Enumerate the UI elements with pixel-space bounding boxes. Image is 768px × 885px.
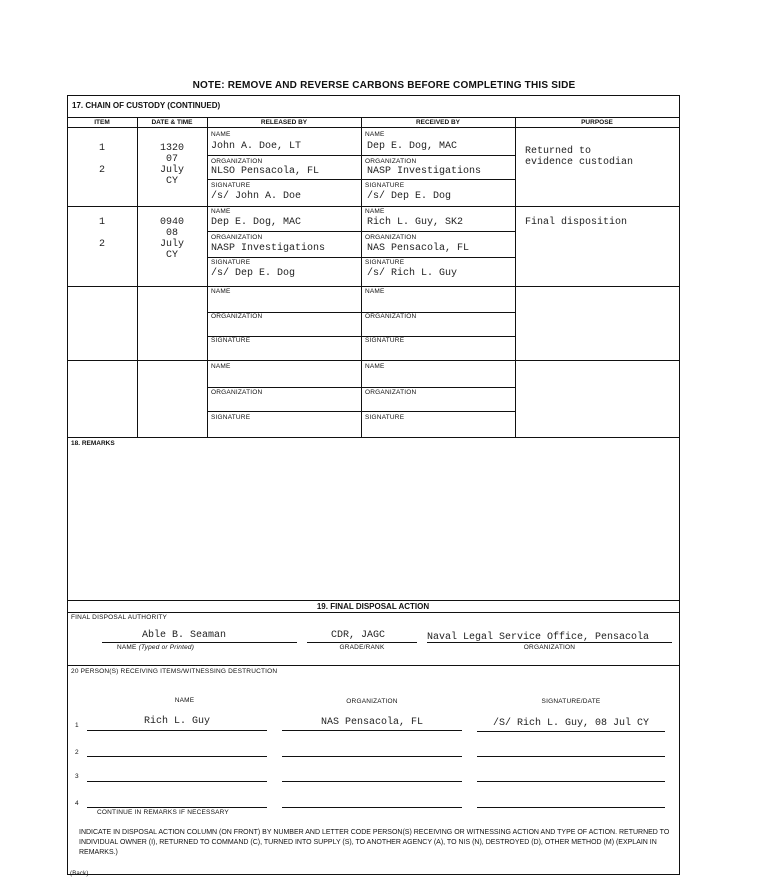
entry1-month: July — [159, 165, 184, 176]
form-number: (Back) — [70, 871, 89, 877]
released-org-label: ORGANIZATION — [211, 389, 263, 396]
row-number-2: 2 — [75, 749, 79, 756]
entry1-released-sig: /s/ John A. Doe — [211, 191, 302, 202]
entry1-time: 1320 — [159, 143, 184, 154]
entry2-day: 08 — [165, 228, 178, 239]
row1-org: NAS Pensacola, FL — [320, 717, 424, 728]
received-sig-label: SIGNATURE — [365, 337, 405, 344]
header-purpose: PURPOSE — [581, 119, 613, 126]
received-sig-label: SIGNATURE — [365, 182, 405, 189]
received-name-label: NAME — [365, 131, 385, 138]
received-sig-label: SIGNATURE — [365, 414, 405, 421]
custody-form — [67, 95, 680, 875]
col-name-header: NAME — [174, 697, 195, 704]
entry2-year: CY — [165, 250, 178, 261]
entry2-purpose: Final disposition — [525, 217, 628, 228]
received-org-label: ORGANIZATION — [365, 158, 417, 165]
released-org-label: ORGANIZATION — [211, 313, 263, 320]
entry1-released-org: NLSO Pensacola, FL — [211, 166, 320, 177]
section18-title: 18. REMARKS — [71, 440, 115, 447]
entry2-received-org: NAS Pensacola, FL — [367, 243, 470, 254]
entry2-released-sig: /s/ Dep E. Dog — [211, 268, 296, 279]
col-org-header: ORGANIZATION — [346, 698, 398, 705]
released-org-label: ORGANIZATION — [211, 234, 263, 241]
form-right-border — [679, 95, 680, 875]
row-number-3: 3 — [75, 773, 79, 780]
header-date-time: DATE & TIME — [151, 119, 193, 126]
released-sig-label: SIGNATURE — [211, 337, 251, 344]
entry2-item-1: 1 — [98, 217, 105, 228]
released-name-label: NAME — [211, 131, 231, 138]
disposal-name-value: Able B. Seaman — [142, 630, 227, 641]
header-released-by: RELEASED BY — [260, 119, 308, 126]
entry1-item-2: 2 — [98, 165, 105, 176]
entry2-item-2: 2 — [98, 239, 105, 250]
form-bottom-border — [67, 874, 679, 875]
disposal-name-label: NAME (Typed or Printed) — [117, 644, 195, 651]
row1-name: Rich L. Guy — [143, 716, 210, 727]
section19-title: 19. FINAL DISPOSAL ACTION — [316, 602, 430, 611]
entry1-received-sig: /s/ Dep E. Dog — [367, 191, 452, 202]
received-sig-label: SIGNATURE — [365, 259, 405, 266]
entry1-day: 07 — [165, 154, 178, 165]
carbon-note: NOTE: REMOVE AND REVERSE CARBONS BEFORE COMPLETING THIS SIDE — [192, 80, 576, 91]
disposal-grade-label: GRADE/RANK — [339, 644, 385, 651]
entry2-released-name: Dep E. Dog, MAC — [211, 217, 302, 228]
entry2-time: 0940 — [159, 217, 184, 228]
continue-note: CONTINUE IN REMARKS IF NECESSARY — [97, 809, 229, 816]
entry1-year: CY — [165, 176, 178, 187]
released-sig-label: SIGNATURE — [211, 182, 251, 189]
form-left-border — [67, 95, 68, 875]
entry1-received-name: Dep E. Dog, MAC — [367, 141, 458, 152]
entry1-item-1: 1 — [98, 143, 105, 154]
instructions-text: INDICATE IN DISPOSAL ACTION COLUMN (ON FRONT) BY NUMBER AND LETTER CODE PERSON(S) RECEIVING OR WITNESSING ACTION AND TYPE OF ACTION. RETURNED TO INDIVIDUAL OWNER (I), RETURNED TO COMMAND (C), TURNED INTO SUPPLY (S), TO ANOTHER AGENCY (A), TO NIS (N), DESTROYED (D), OTHER METHOD (M) (EXPLAIN IN REMARKS.) — [79, 829, 670, 856]
name-hint: (Typed or Printed) — [138, 644, 195, 651]
row1-sig: /S/ Rich L. Guy, 08 Jul CY — [492, 718, 650, 729]
entry2-month: July — [159, 239, 184, 250]
released-name-label: NAME — [211, 288, 231, 295]
received-name-label: NAME — [365, 208, 385, 215]
entry1-purpose: Returned to evidence custodian — [525, 146, 634, 168]
released-name-label: NAME — [211, 363, 231, 370]
col-sig-header: SIGNATURE/DATE — [541, 698, 601, 705]
row-number-1: 1 — [75, 722, 79, 729]
disposal-org-value: Naval Legal Service Office, Pensacola — [427, 632, 650, 643]
received-name-label: NAME — [365, 288, 385, 295]
section20-title: 20 PERSON(S) RECEIVING ITEMS/WITNESSING DESTRUCTION — [71, 668, 278, 675]
header-item: ITEM — [94, 119, 110, 126]
row-number-4: 4 — [75, 800, 79, 807]
header-received-by: RECEIVED BY — [415, 119, 461, 126]
received-name-label: NAME — [365, 363, 385, 370]
received-org-label: ORGANIZATION — [365, 389, 417, 396]
entry2-released-org: NASP Investigations — [211, 243, 326, 254]
section17-title: 17. CHAIN OF CUSTODY (CONTINUED) — [72, 101, 221, 110]
disposal-org-label: ORGANIZATION — [523, 644, 576, 651]
entry2-received-name: Rich L. Guy, SK2 — [367, 217, 464, 228]
received-org-label: ORGANIZATION — [365, 313, 417, 320]
entry2-received-sig: /s/ Rich L. Guy — [367, 268, 458, 279]
received-org-label: ORGANIZATION — [365, 234, 417, 241]
form-top-border — [67, 95, 679, 96]
released-sig-label: SIGNATURE — [211, 414, 251, 421]
entry1-released-name: John A. Doe, LT — [211, 141, 302, 152]
released-sig-label: SIGNATURE — [211, 259, 251, 266]
entry1-received-org: NASP Investigations — [367, 166, 482, 177]
disposal-grade-value: CDR, JAGC — [331, 630, 386, 641]
released-name-label: NAME — [211, 208, 231, 215]
released-org-label: ORGANIZATION — [211, 158, 263, 165]
final-disposal-authority-label: FINAL DISPOSAL AUTHORITY — [71, 614, 168, 621]
